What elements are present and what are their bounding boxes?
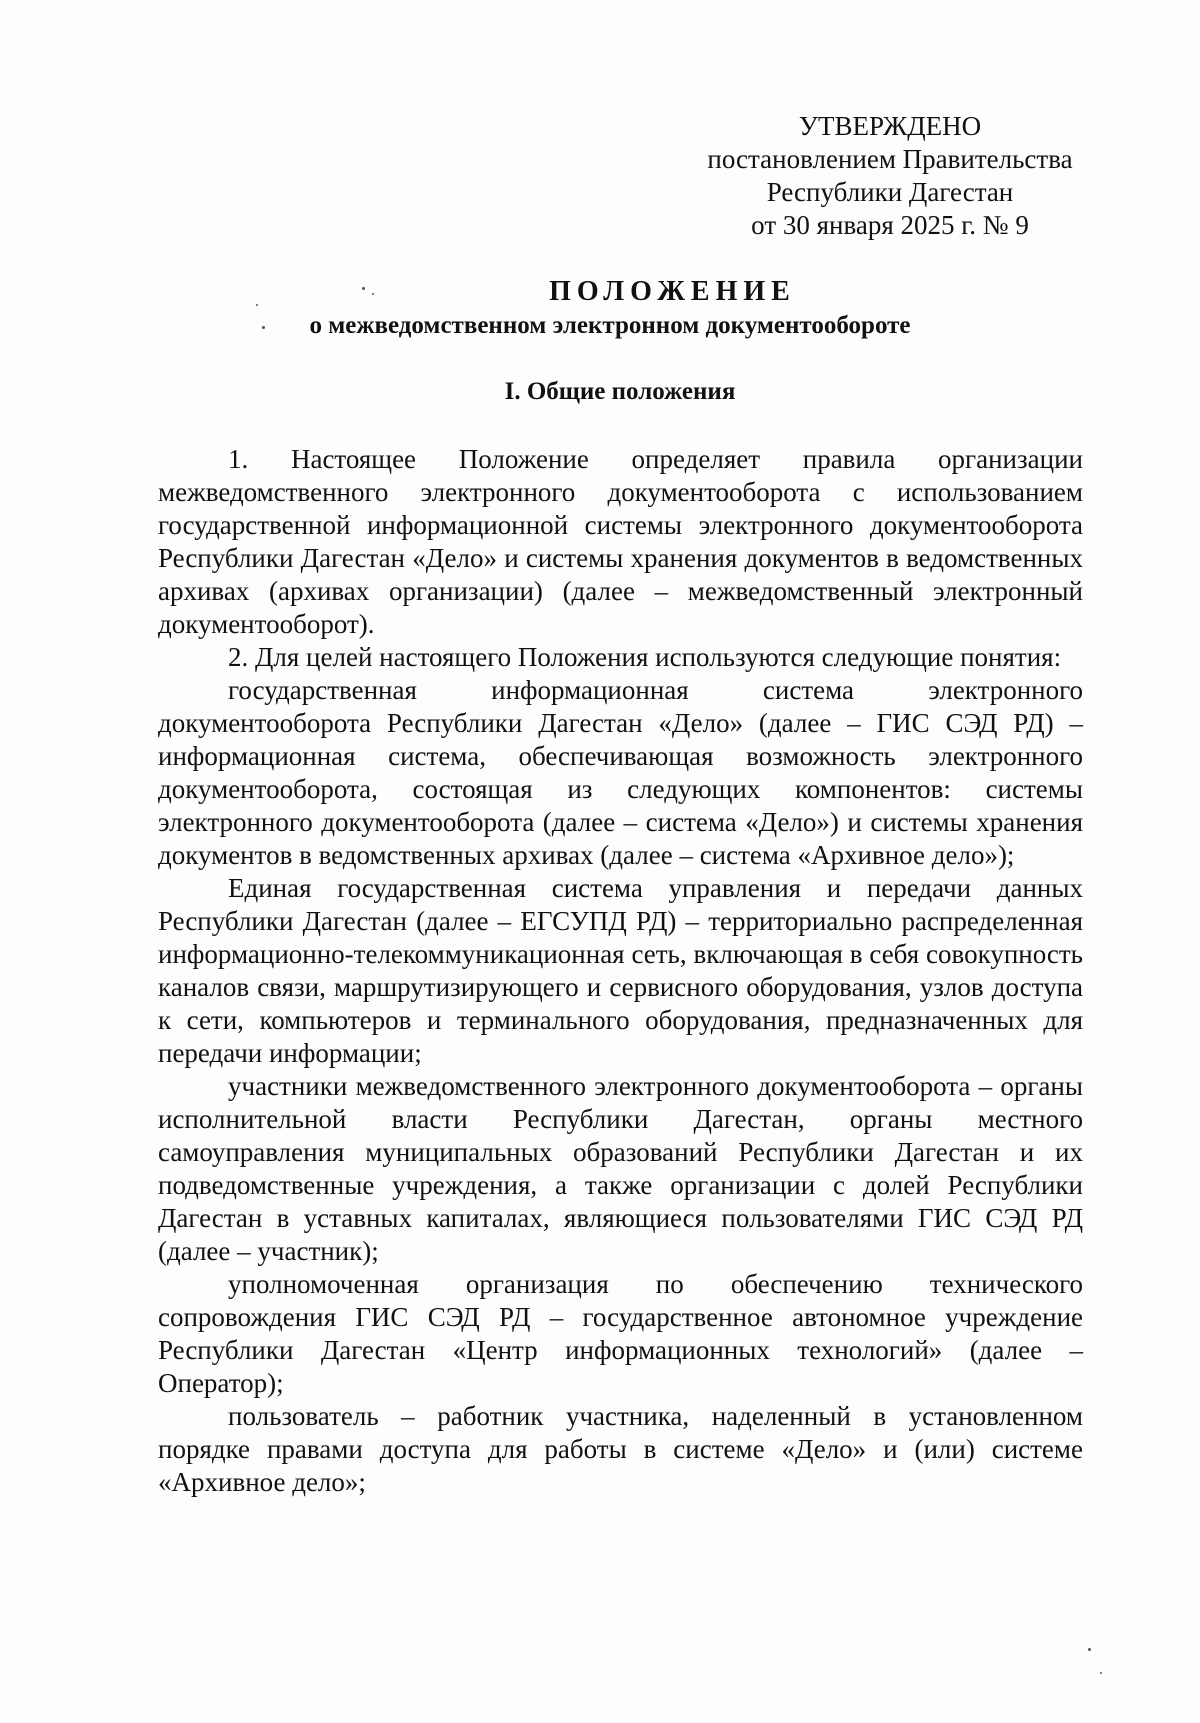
document-body: [158, 443, 1083, 1499]
paragraph: государственная информационная система электронного документооборота Республики Дагестан «Дело» (далее – ГИС СЭД РД) – информационная система, обеспечивающая возможность электронного документооборота, состоящая из следующих компонентов: системы электронного документооборота (далее – система «Дело») и системы хранения документов в ведомственных архивах (далее – система «Архивное дело»);: [158, 675, 1083, 870]
approval-line-2: постановлением Правительства: [707, 144, 1073, 174]
paragraph: 1. Настоящее Положение определяет правила организации межведомственного электронного документооборота с использованием государственной информационной системы электронного документооборота Республики Дагестан «Дело» и системы хранения документов в ведомственных архивах (архивах организации) (далее – межведомственный электронный документооборот).: [158, 444, 1083, 639]
approval-stamp: [680, 110, 1100, 242]
scan-speck: [1100, 1672, 1102, 1674]
approval-line-3: Республики Дагестан: [766, 177, 1014, 207]
paragraph: участники межведомственного электронного документооборота – органы исполнительной власти Республики Дагестан, органы местного самоуправления муниципальных образований Республики Дагестан и их подведомственные учреждения, а также организации с долей Республики Дагестан в уставных капиталах, являющиеся пользователями ГИС СЭД РД (далее – участник);: [158, 1071, 1083, 1266]
document-subtitle: о межведомственном электронном документообороте: [309, 312, 911, 339]
approval-line-1: УТВЕРЖДЕНО: [798, 111, 982, 141]
paragraph: уполномоченная организация по обеспечению технического сопровождения ГИС СЭД РД – государственное автономное учреждение Республики Дагестан «Центр информационных технологий» (далее – Оператор);: [158, 1269, 1083, 1398]
scan-speck: [372, 293, 374, 295]
scan-speck: [262, 326, 265, 329]
scan-speck: [256, 304, 258, 306]
scan-speck: [362, 287, 365, 290]
approval-line-4: от 30 января 2025 г. № 9: [751, 210, 1029, 240]
paragraph: пользователь – работник участника, наделенный в установленном порядке правами доступа для работы в системе «Дело» и (или) системе «Архивное дело»;: [158, 1401, 1083, 1497]
document-title: ПОЛОЖЕНИЕ: [549, 276, 796, 307]
paragraph: Единая государственная система управления и передачи данных Республики Дагестан (далее – ЕГСУПД РД) – территориально распределенная информационно-телекоммуникационная сеть, включающая в себя совокупность каналов связи, маршрутизирующего и сервисного оборудования, узлов доступа к сети, компьютеров и терминального оборудования, предназначенных для передачи информации;: [158, 873, 1083, 1068]
scan-speck: [1088, 1648, 1091, 1651]
paragraph: 2. Для целей настоящего Положения используются следующие понятия:: [228, 642, 1062, 672]
section-heading: I. Общие положения: [504, 378, 736, 405]
